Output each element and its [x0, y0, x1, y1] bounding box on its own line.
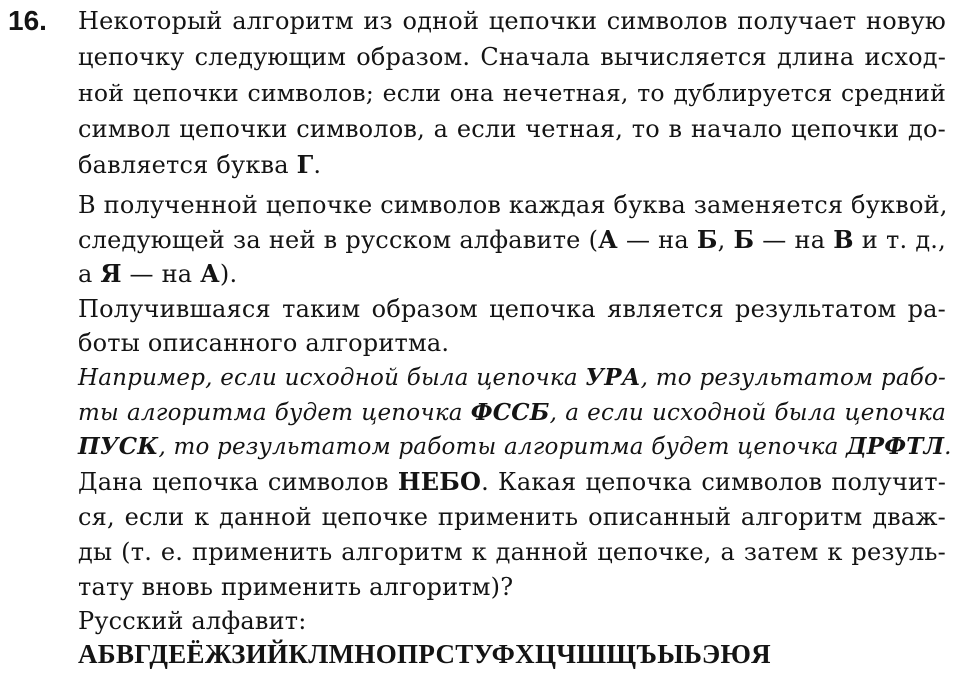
question-line4: тату вновь применить алгоритм)?	[78, 573, 514, 601]
text-fragment: — на	[617, 226, 697, 254]
paragraph1-line4: символ цепочки символов, а если четная, то в начало цепочки до-	[78, 115, 946, 143]
italic-text: Например, если исходной была цепочка	[78, 365, 586, 391]
italic-text: , то результатом работы алгоритма будет цепочка	[158, 434, 847, 460]
italic-text: .	[944, 434, 952, 460]
paragraph3-line2: боты описанного алгоритма.	[78, 329, 450, 357]
text-fragment: ).	[219, 260, 238, 288]
text-fragment: — на	[754, 226, 834, 254]
paragraph2-line2	[78, 223, 946, 257]
russian-alphabet: АБВГДЕЁЖЗИЙКЛМНОПРСТУФХЦЧШЩЪЫЬЭЮЯ	[78, 639, 771, 669]
paragraph1-line1: Некоторый алгоритм из одной цепочки символов получает новую	[78, 7, 946, 35]
problem-number: 16.	[8, 5, 47, 36]
bold-italic-word: ДРФТЛ	[846, 433, 945, 460]
paragraph2-line1: В полученной цепочке символов каждая буква заменяется буквой,	[78, 191, 948, 219]
text-fragment: ,	[717, 226, 734, 254]
bold-letter: Г	[296, 150, 314, 179]
text-fragment: и т. д.,	[853, 226, 946, 254]
text-fragment: а	[78, 260, 101, 288]
text-fragment: следующей за ней в русском алфавите (	[78, 226, 599, 254]
text-fragment: . Какая цепочка символов получит-	[481, 468, 946, 496]
question-line3: ды (т. е. применить алгоритм к данной цепочке, а затем к резуль-	[78, 538, 946, 566]
bold-letter: Я	[100, 259, 122, 288]
bold-letter: А	[200, 259, 220, 288]
text-fragment: бавляется буква	[78, 151, 297, 179]
bold-italic-word: УРА	[585, 364, 641, 391]
bold-italic-word: ФССБ	[470, 399, 550, 426]
example-line2	[78, 396, 946, 430]
italic-text: , а если исходной была цепочка	[549, 400, 946, 426]
alphabet-label: Русский алфавит:	[78, 607, 307, 635]
question-line1	[78, 465, 946, 499]
paragraph1-line3: ной цепочки символов; если она нечетная, то дублируется средний	[78, 79, 946, 107]
paragraph1-line2: цепочку следующим образом. Сначала вычисляется длина исход-	[78, 43, 946, 71]
example-line3	[78, 430, 952, 464]
paragraph2-line3	[78, 257, 237, 291]
text-fragment: .	[313, 151, 322, 179]
bold-letter: Б	[696, 225, 718, 254]
example-line1	[78, 361, 946, 395]
paragraph3-line1: Получившаяся таким образом цепочка является результатом ра-	[78, 295, 946, 323]
bold-letter: Б	[733, 225, 755, 254]
italic-text: ты алгоритма будет цепочка	[78, 400, 471, 426]
italic-text: , то результатом рабо-	[640, 365, 946, 391]
text-fragment: Дана цепочка символов	[78, 468, 398, 496]
paragraph1-line5	[78, 148, 321, 182]
bold-word: НЕБО	[397, 467, 482, 496]
bold-italic-word: ПУСК	[78, 433, 159, 460]
bold-letter: А	[598, 225, 618, 254]
question-line2: ся, если к данной цепочке применить описанный алгоритм дваж-	[78, 503, 946, 531]
bold-letter: В	[833, 225, 854, 254]
text-fragment: — на	[121, 260, 201, 288]
